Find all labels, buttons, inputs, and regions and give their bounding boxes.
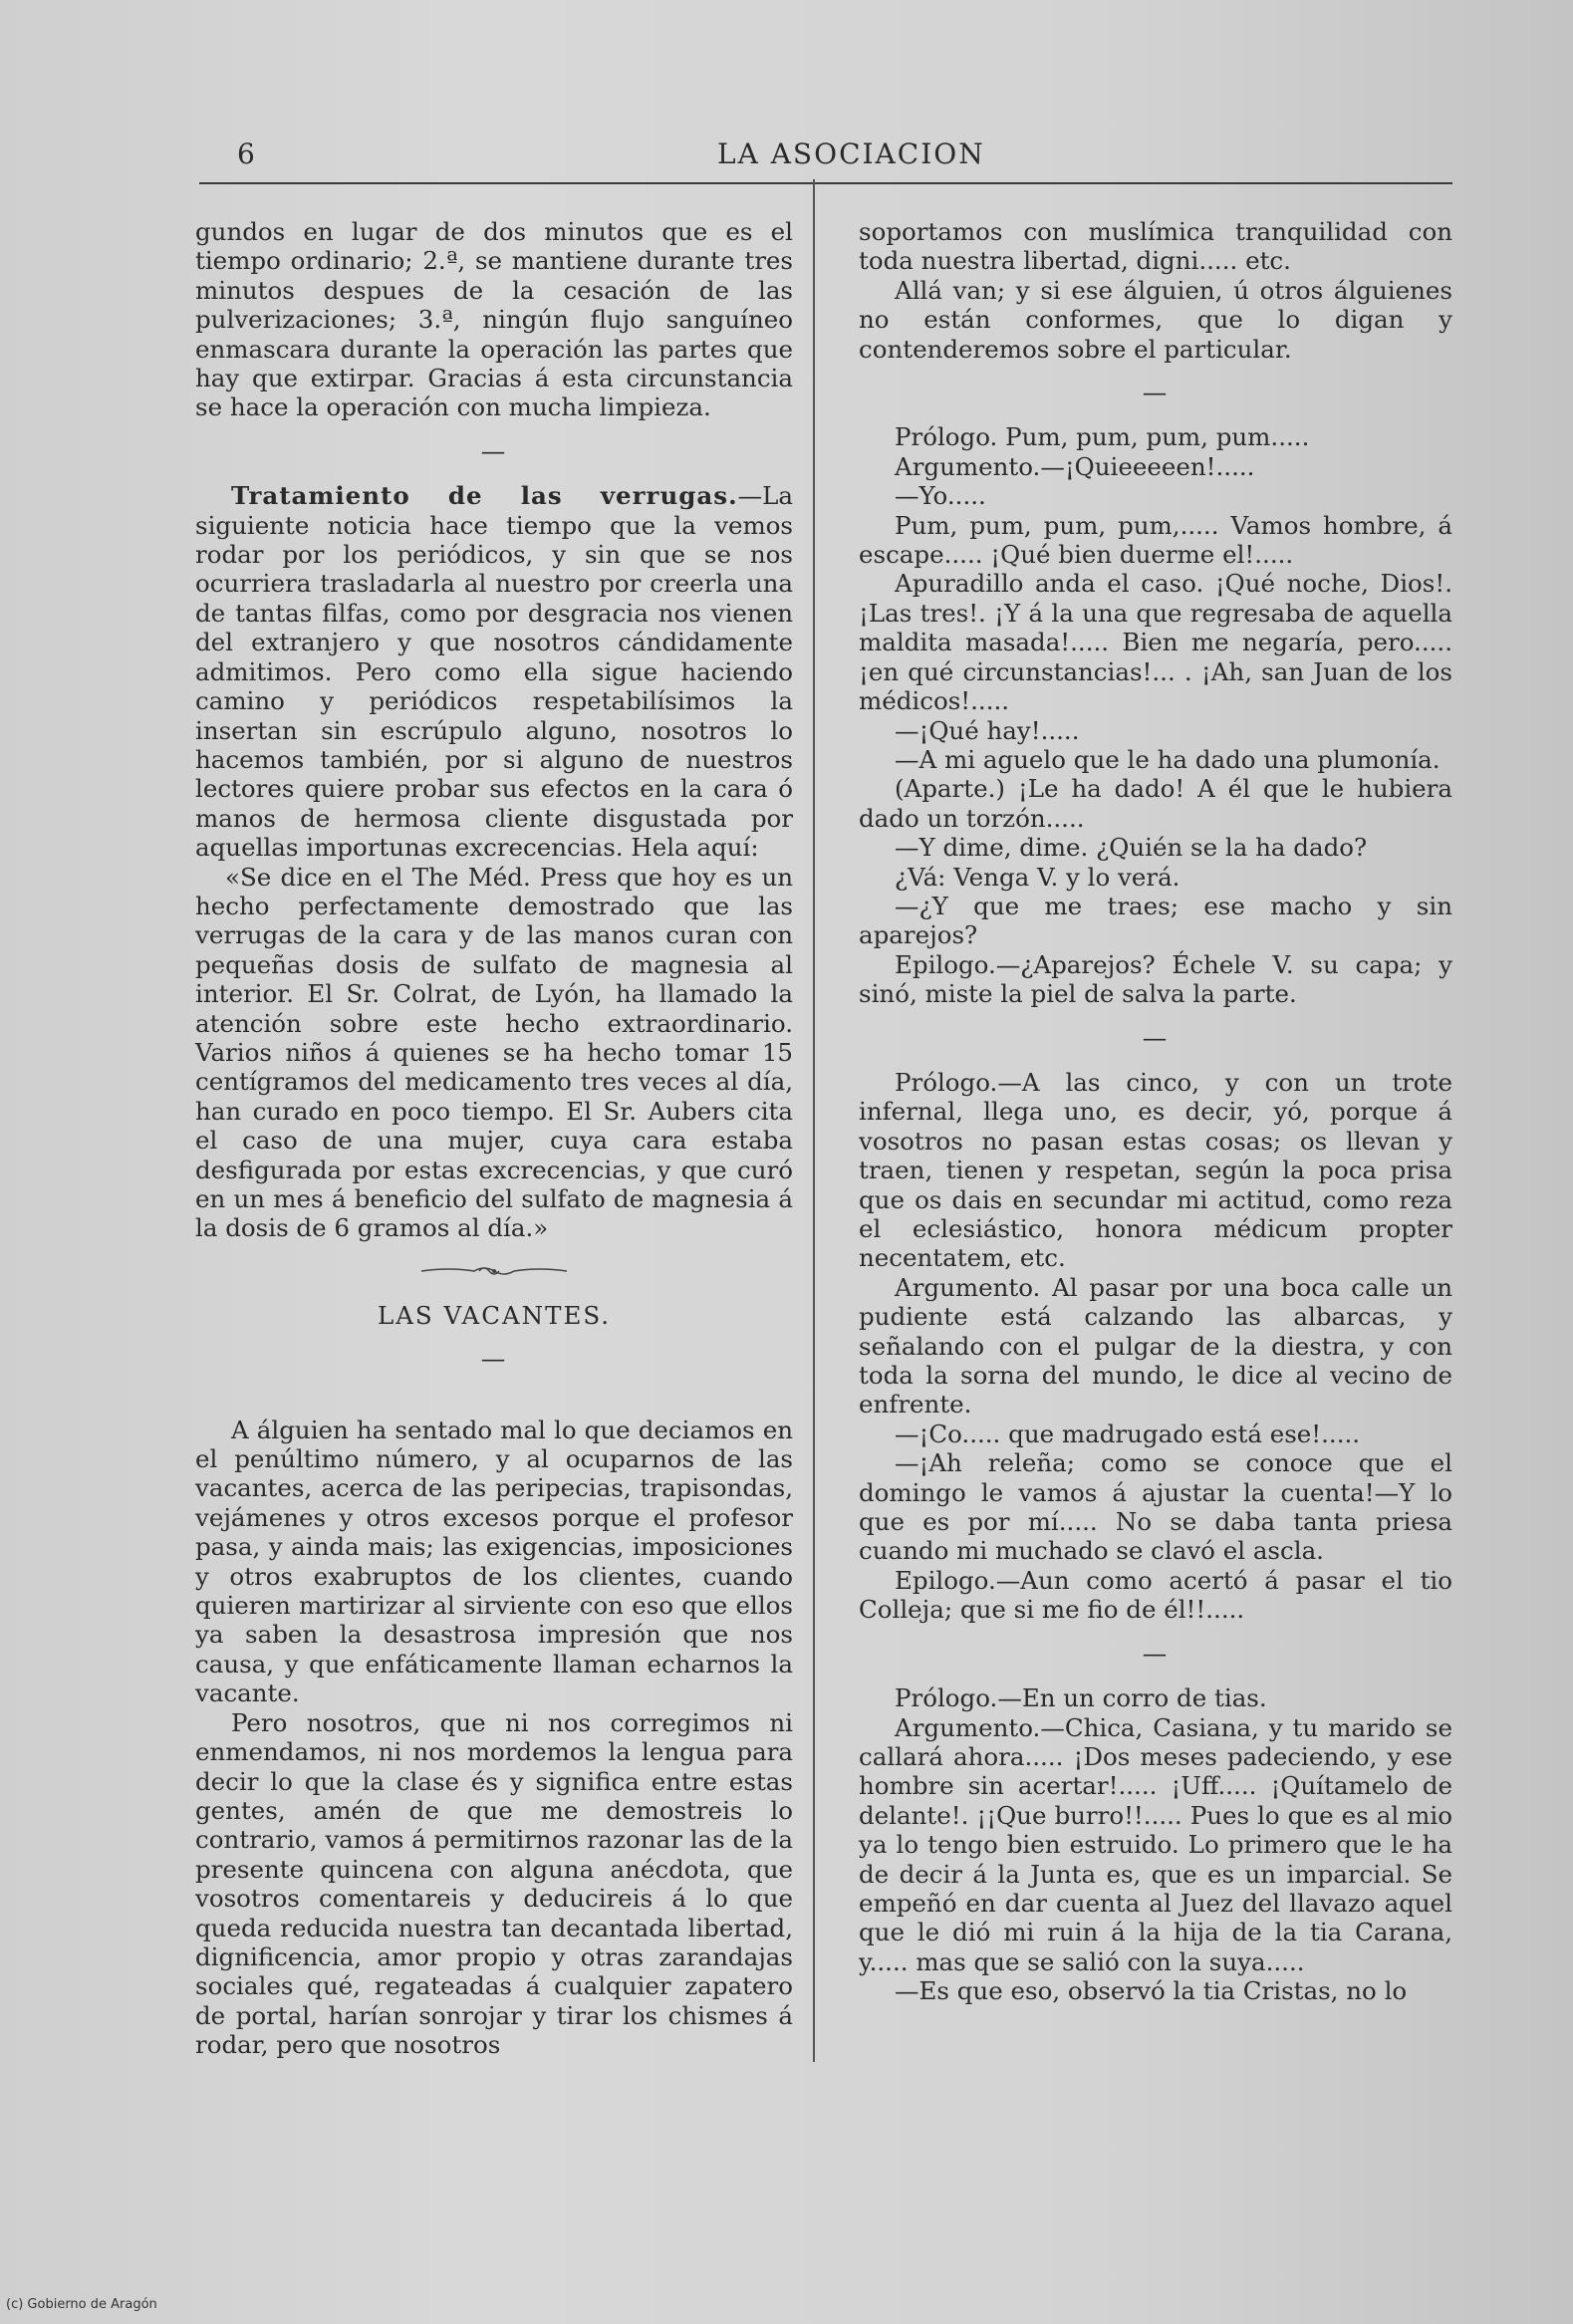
column-divider	[813, 179, 815, 2062]
article-title: LAS VACANTES.	[377, 1300, 612, 1330]
dialogue-line: Prólogo.—En un corro de tias.	[895, 1683, 1267, 1713]
vacantes-paragraph-1: A álguien ha sentado mal lo que deciamos en el penúltimo número, y al ocuparnos de las vacantes, acerca de las peripecias, trapisondas, vejámenes y otros excesos porque el profesor pasa, y ainda mais; las exigencias, imposiciones y otros exabruptos de los clientes, cuando quieren martirizar al sirviente con eso que ellos ya saben la desastrosa impresión que nos causa, y que enfáticamente llaman echarnos la vacante.	[195, 1415, 793, 1708]
anecdote-3	[859, 1683, 1452, 2005]
anecdote-2	[859, 1068, 1452, 1625]
dialogue-line: —¡Co..... que madrugado está ese!.....	[895, 1419, 1361, 1448]
quote-paragraph: «Se dice en el The Méd. Press que hoy es un hecho perfectamente demostrado que las verrugas de la cara y de las manos curan con pequeñas dosis de sulfato de magnesia al interior. El Sr. Colrat, de Lyón, ha llamado la atención sobre este hecho extraordinario. Varios niños á quienes se ha hecho tomar 15 centígramos del medicamento tres veces al día, han curado en poco tiempo. El Sr. Aubers cita el caso de una mujer, cuya cara estaba desfigurada por estas excrecencias, y que curó en un mes á beneficio del sulfato de magnesia á la dosis de 6 gramos al día.»	[195, 862, 793, 1243]
dialogue-line: —Es que eso, observó la tia Cristas, no lo	[895, 1976, 1408, 2006]
dialogue-line: —¡Ah releña; como se conoce que el domingo le vamos á ajustar la cuenta!—Y lo que es por mí..... No se daba tanta priesa cuando mi muchado se clavó el ascla.	[859, 1448, 1452, 1566]
separator: —	[1142, 1638, 1170, 1668]
dialogue-line: Argumento.—Chica, Casiana, y tu marido se callará ahora..... ¡Dos meses padeciendo, y ese hombre sin acertar!..... ¡Uff..... ¡Quítamelo de delante!. ¡¡Que burro!!..... Pues lo que es al mio ya lo tengo bien estruido. Lo primero que le ha de decir á la Junta es, que es un imparcial. Se empeñó en dar cuenta al Juez del llavazo aquel que le dió mi ruin á la hija de la tia Carana, y..... mas que se salió con la suya.....	[859, 1712, 1452, 1976]
intro-paragraph: gundos en lugar de dos minutos que es el tiempo ordinario; 2.ª, se mantiene durante tres minutos despues de la cesación de las pulverizaciones; 3.ª, ningún flujo sanguíneo enmascara durante la operación las partes que hay que extirpar. Gracias á esta circunstancia se hace la operación con mucha limpieza.	[195, 217, 793, 422]
dialogue-line: Prólogo.—A las cinco, y con un trote infernal, llega uno, es decir, yó, porque á vosotros no pasan estas cosas; os llevan y traen, tienen y respetan, según la poca prisa que os dais en secundar mi actitud, como reza el eclesiástico, honora médicum propter necentatem, etc.	[859, 1067, 1452, 1273]
running-title: LA ASOCIACION	[717, 137, 985, 170]
separator: —	[480, 1344, 508, 1374]
verrugas-paragraph	[195, 481, 793, 862]
page-header	[199, 135, 1454, 175]
dialogue-line: ¿Vá: Venga V. y lo verá.	[895, 862, 1180, 892]
ornament-divider	[195, 1263, 793, 1279]
separator: —	[1142, 1022, 1170, 1052]
dialogue-line: Epilogo.—¿Aparejos? Échele V. su capa; y sinó, miste la piel de salva la parte.	[859, 949, 1452, 1009]
separator: —	[480, 435, 508, 465]
dialogue-line: Argumento. Al pasar por una boca calle un pudiente está calzando las albarcas, y señalando con el pulgar de la diestra, y con toda la sorna del mundo, le dice al vecino de enfrente.	[859, 1272, 1452, 1420]
dialogue-line: —¡Qué hay!.....	[895, 715, 1080, 745]
dialogue-line: Pum, pum, pum, pum,..... Vamos hombre, á escape..... ¡Qué bien duerme el!.....	[859, 510, 1452, 570]
section-heading-verrugas: Tratamiento de las verrugas.	[231, 481, 738, 511]
dialogue-line: —Y dime, dime. ¿Quién se la ha dado?	[895, 833, 1368, 863]
left-column	[195, 217, 793, 2060]
spacer	[195, 1390, 793, 1416]
dialogue-line: Epilogo.—Aun como acertó á pasar el tio Colleja; que si me fio de él!!.....	[859, 1565, 1452, 1625]
continuation-paragraph: soportamos con muslímica tranquilidad con toda nuestra libertad, digni..... etc.	[859, 217, 1452, 276]
dialogue-line: Apuradillo anda el caso. ¡Qué noche, Dios!. ¡Las tres!. ¡Y á la una que regresaba de aquella maldita masada!..... Bien me negaría, pero..... ¡en qué circunstancias!... . ¡Ah, san Juan de los médicos!.....	[859, 569, 1452, 716]
dialogue-line: Prólogo. Pum, pum, pum, pum.....	[895, 422, 1310, 452]
dialogue-line: (Aparte.) ¡Le ha dado! A él que le hubiera dado un torzón.....	[859, 774, 1452, 833]
separator: —	[1142, 378, 1170, 407]
dialogue-line: —¿Y que me traes; ese macho y sin aparejos?	[859, 891, 1452, 950]
page-number: 6	[237, 137, 255, 170]
vacantes-paragraph-2: Pero nosotros, que ni nos corregimos ni enmendamos, ni nos mordemos la lengua para decir lo que la clase és y significa entre estas gentes, amén de que me demostreis lo contrario, vamos á permitirnos razonar las de la presente quincena con alguna anécdota, que vosotros comentareis y deducireis á lo que queda reducida nuestra tan decantada libertad, dignificencia, amor propio y otras zarandajas sociales qué, regateadas á cualquier zapatero de portal, harían sonrojar y tirar los chismes á rodar, pero que nosotros	[195, 1707, 793, 2060]
copyright-credit: (c) Gobierno de Aragón	[6, 2297, 157, 2312]
continuation-paragraph: Allá van; y si ese álguien, ú otros álguienes no están conformes, que lo digan y contenderemos sobre el particular.	[859, 275, 1452, 364]
anecdote-1	[859, 422, 1452, 1008]
verrugas-text: —La siguiente noticia hace tiempo que la vemos rodar por los periódicos, y sin que se nos ocurriera trasladarla al nuestro por creerla una de tantas filfas, como por desgracia nos vienen del extranjero y que nosotros cándidamente admitimos. Pero como ella sigue haciendo camino y periódicos respetabilísimos la insertan sin escrúpulo alguno, nosotros lo hacemos también, por si alguno de nuestros lectores quiere probar sus efectos en la cara ó manos de hermosa cliente disgustada por aquellas importunas excrecencias. Hela aquí:	[195, 481, 793, 863]
dialogue-line: —Yo.....	[895, 481, 986, 511]
dialogue-line: —A mi aguelo que le ha dado una plumonía.	[895, 744, 1441, 774]
header-rule	[199, 182, 1452, 184]
right-column	[859, 217, 1452, 2006]
dialogue-line: Argumento.—¡Quieeeeen!.....	[895, 451, 1255, 481]
ornament-icon	[419, 1263, 569, 1279]
